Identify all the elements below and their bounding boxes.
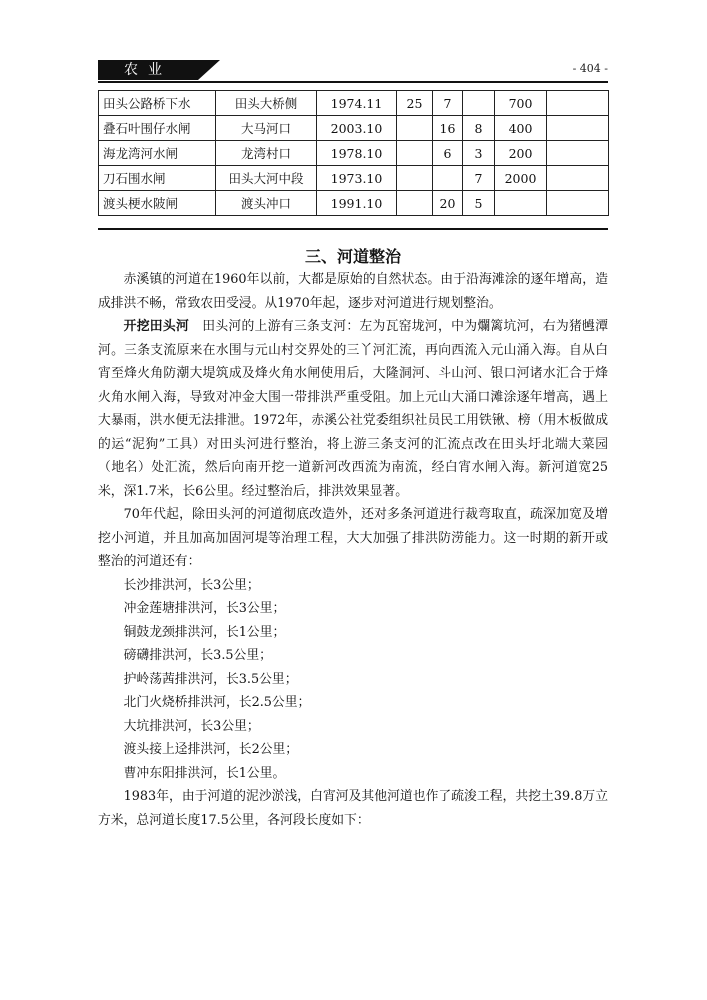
table-cell (397, 141, 433, 166)
list-item: 大坑排洪河，长3公里； (123, 718, 260, 734)
table-row (99, 166, 609, 191)
table-cell: 25 (397, 91, 433, 116)
table-cell: 渡头冲口 (216, 191, 317, 216)
table-cell: 5 (463, 191, 495, 216)
table-cell: 200 (495, 141, 547, 166)
page-number: - 404 - (572, 62, 608, 75)
table-cell (495, 191, 547, 216)
table-cell: 1974.11 (317, 91, 397, 116)
table-cell (397, 166, 433, 191)
section-title: 三、河道整治 (304, 247, 401, 266)
table-cell: 6 (433, 141, 463, 166)
paragraph-intro: 赤溪镇的河道在1960年以前，大都是原始的自然状态。由于沿海滩涂的逐年增高，造成排洪不畅，常致农田受浸。从1970年起，逐步对河道进行规划整治。 (98, 272, 608, 311)
table-row (99, 116, 609, 141)
table-bottom-rule (98, 228, 608, 230)
table-cell: 700 (495, 91, 547, 116)
table-cell: 7 (433, 91, 463, 116)
paragraph-1983: 1983年，由于河道的泥沙淤浅，白宵河及其他河道也作了疏浚工程，共挖土39.8万立方米，总河道长度17.5公里，各河段长度如下： (98, 789, 608, 828)
table-cell (547, 191, 609, 216)
table-cell: 田头公路桥下水 (99, 91, 216, 116)
table-cell: 8 (463, 116, 495, 141)
table-cell: 2000 (495, 166, 547, 191)
paragraph-seventies: 70年代起，除田头河的河道彻底改造外，还对多条河道进行裁弯取直，疏深加宽及增挖小河道，并且加高加固河堤等治理工程，大大加强了排洪防涝能力。这一时期的新开或整治的河道还有： (98, 507, 608, 569)
table-cell: 渡头梗水陂闸 (99, 191, 216, 216)
list-item: 磅礴排洪河，长3.5公里； (123, 648, 272, 663)
table-cell: 20 (433, 191, 463, 216)
table-cell: 1973.10 (317, 166, 397, 191)
header-rule (98, 81, 608, 83)
table-cell: 刀石围水闸 (99, 166, 216, 191)
table-row (99, 191, 609, 216)
list-item: 冲金莲塘排洪河，长3公里； (123, 601, 286, 616)
list-item: 渡头接上迳排洪河，长2公里； (123, 742, 299, 757)
table-cell (547, 166, 609, 191)
list-item: 长沙排洪河，长3公里； (123, 577, 260, 593)
table-row (99, 91, 609, 116)
table-cell: 2003.10 (317, 116, 397, 141)
table-cell: 16 (433, 116, 463, 141)
river-list (98, 574, 608, 786)
paragraph-tiantou (98, 315, 608, 503)
header-tab-wedge (198, 60, 220, 80)
table-cell (397, 191, 433, 216)
table-cell (547, 141, 609, 166)
table-cell (547, 91, 609, 116)
list-item: 铜鼓龙颈排洪河，长1公里； (123, 624, 286, 640)
paragraph-tiantou-text: 田头河的上游有三条支河：左为瓦窑垅河，中为爛篱坑河，右为猪乸潭河。三条支流原来在水围与元山村交界处的三丫河汇流，再向西流入元山涌入海。自从白宵至烽火角防潮大堤筑成及烽火角水闸使用后，大隆洞河、斗山河、银口河诸水汇合于烽火角水闸入海，导致对冲金大围一带排洪严重受阻。加上元山大涌口滩涂逐年增高，遇上大暴雨，洪水便无法排泄。1972年，赤溪公社党委组织社员民工用铁锹、榜（用木板做成的运“泥狗”工具）对田头河进行整治，将上游三条支河的汇流点改在田头圩北端大菜园（地名）处汇流，然后向南开挖一道新河改西流为南流，经白宵水闸入海。新河道宽25米，深1.7米，长6公里。经过整治后，排洪效果显著。 (98, 319, 609, 499)
table-cell (463, 91, 495, 116)
table-cell: 7 (463, 166, 495, 191)
section-tab: 农业 (98, 60, 198, 80)
table-row (99, 141, 609, 166)
list-item: 北门火烧桥排洪河，长2.5公里； (123, 695, 311, 710)
list-item: 护岭荡茜排洪河，长3.5公里； (123, 671, 298, 687)
sluice-table (98, 90, 609, 216)
table-cell: 1978.10 (317, 141, 397, 166)
table-cell (433, 166, 463, 191)
list-item: 曹冲东阳排洪河，长1公里。 (123, 765, 286, 781)
table-cell: 田头大桥侧 (216, 91, 317, 116)
table-cell: 3 (463, 141, 495, 166)
table-cell (547, 116, 609, 141)
paragraph-lead: 开挖田头河 (123, 319, 190, 334)
table-cell (397, 116, 433, 141)
table-cell: 海龙湾河水闸 (99, 141, 216, 166)
table-cell: 大马河口 (216, 116, 317, 141)
table-cell: 田头大河中段 (216, 166, 317, 191)
body-text (98, 268, 608, 832)
running-header (98, 60, 608, 80)
table-cell: 叠石叶围仔水闸 (99, 116, 216, 141)
table-cell: 龙湾村口 (216, 141, 317, 166)
table-cell: 1991.10 (317, 191, 397, 216)
table-cell: 400 (495, 116, 547, 141)
